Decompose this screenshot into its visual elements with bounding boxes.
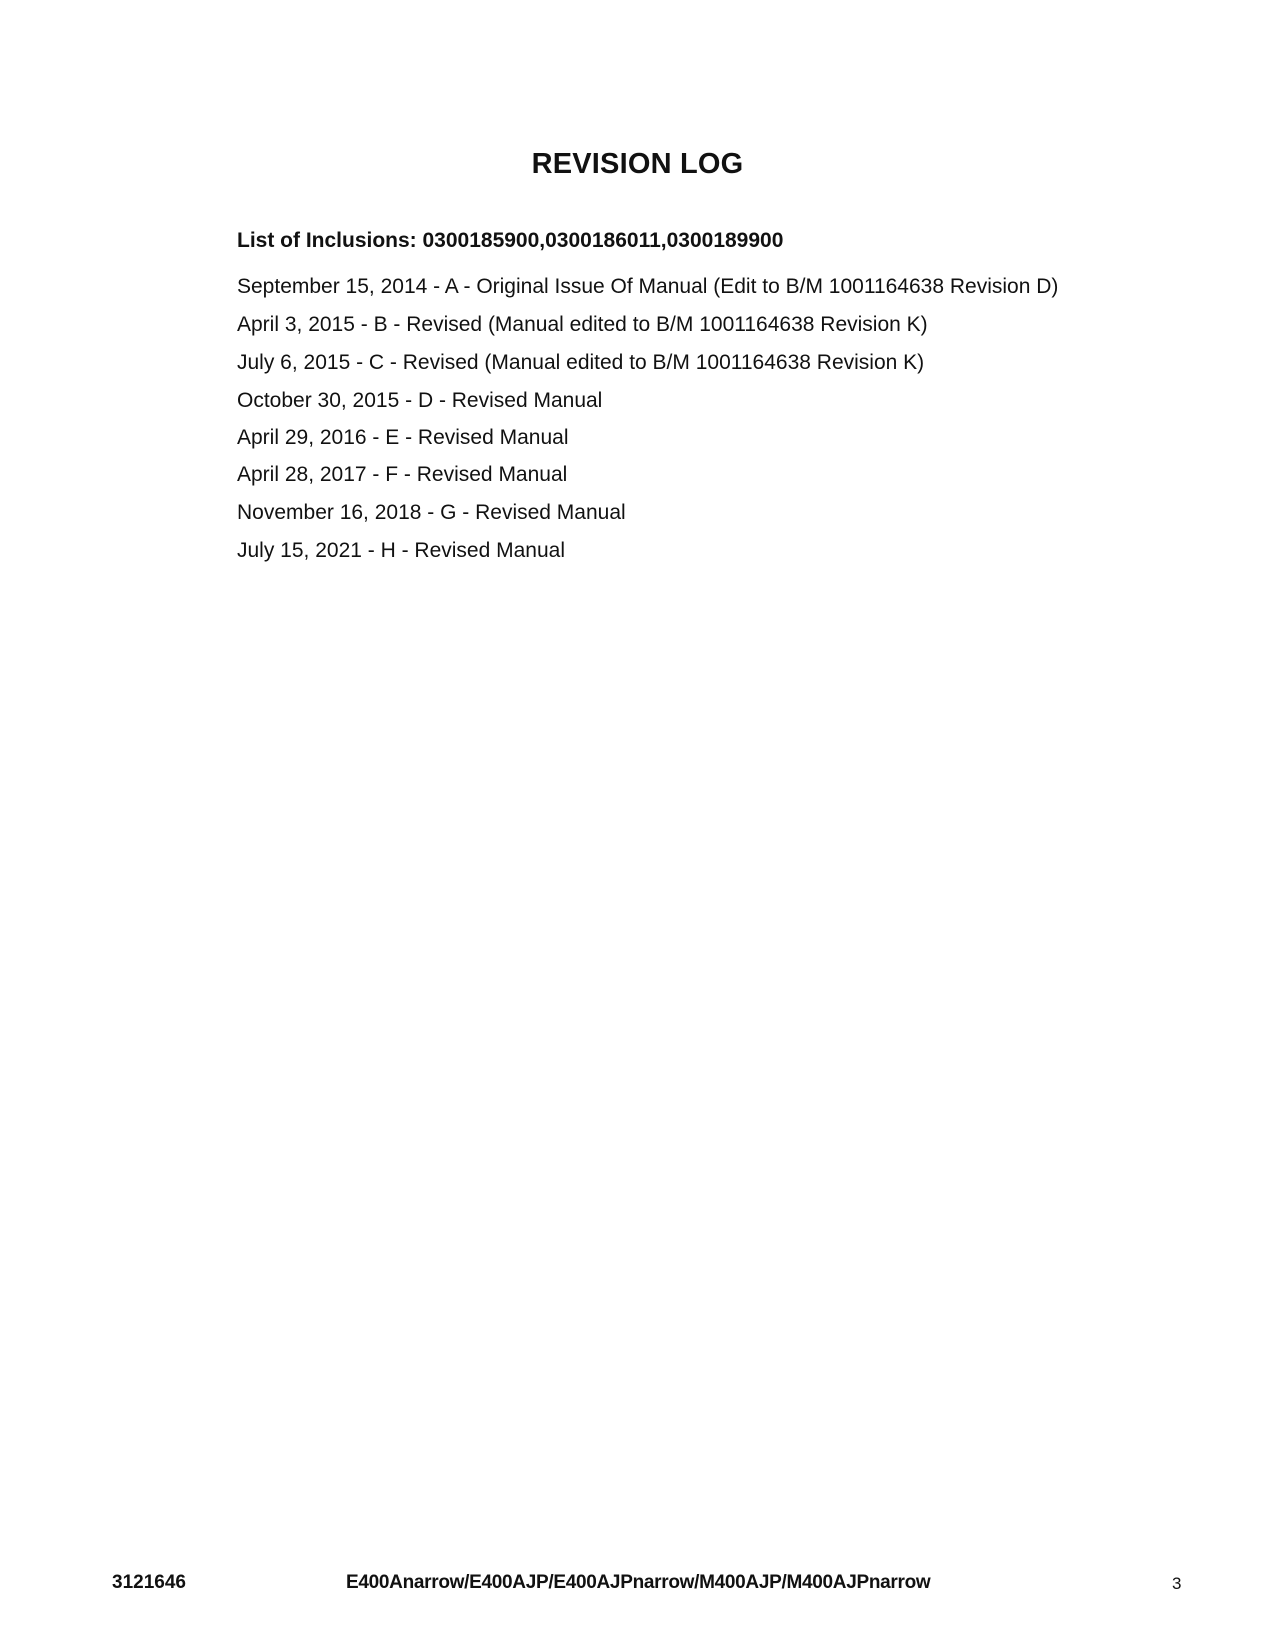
footer-model-list: E400Anarrow/E400AJP/E400AJPnarrow/M400AJP/M400AJPnarrow	[346, 1572, 931, 1593]
revision-entry-b: April 3, 2015 - B - Revised (Manual edited to B/M 1001164638 Revision K)	[237, 313, 928, 336]
revision-entry-g: November 16, 2018 - G - Revised Manual	[237, 501, 626, 524]
revision-entry-h: July 15, 2021 - H - Revised Manual	[237, 539, 565, 562]
page-title: REVISION LOG	[531, 148, 744, 180]
footer-page-number: 3	[1172, 1574, 1182, 1593]
revision-entry-a: September 15, 2014 - A - Original Issue Of Manual (Edit to B/M 1001164638 Revision D)	[237, 275, 1059, 298]
revision-entry-e: April 29, 2016 - E - Revised Manual	[237, 426, 569, 449]
revision-list	[237, 268, 1058, 570]
page-footer	[0, 1572, 1275, 1598]
footer-doc-number: 3121646	[112, 1572, 186, 1593]
revision-entry-d: October 30, 2015 - D - Revised Manual	[237, 389, 603, 412]
inclusions-heading: List of Inclusions: 0300185900,0300186011,0300189900	[237, 229, 784, 252]
revision-entry-c: July 6, 2015 - C - Revised (Manual edited to B/M 1001164638 Revision K)	[237, 351, 925, 374]
revision-entry-f: April 28, 2017 - F - Revised Manual	[237, 463, 568, 486]
